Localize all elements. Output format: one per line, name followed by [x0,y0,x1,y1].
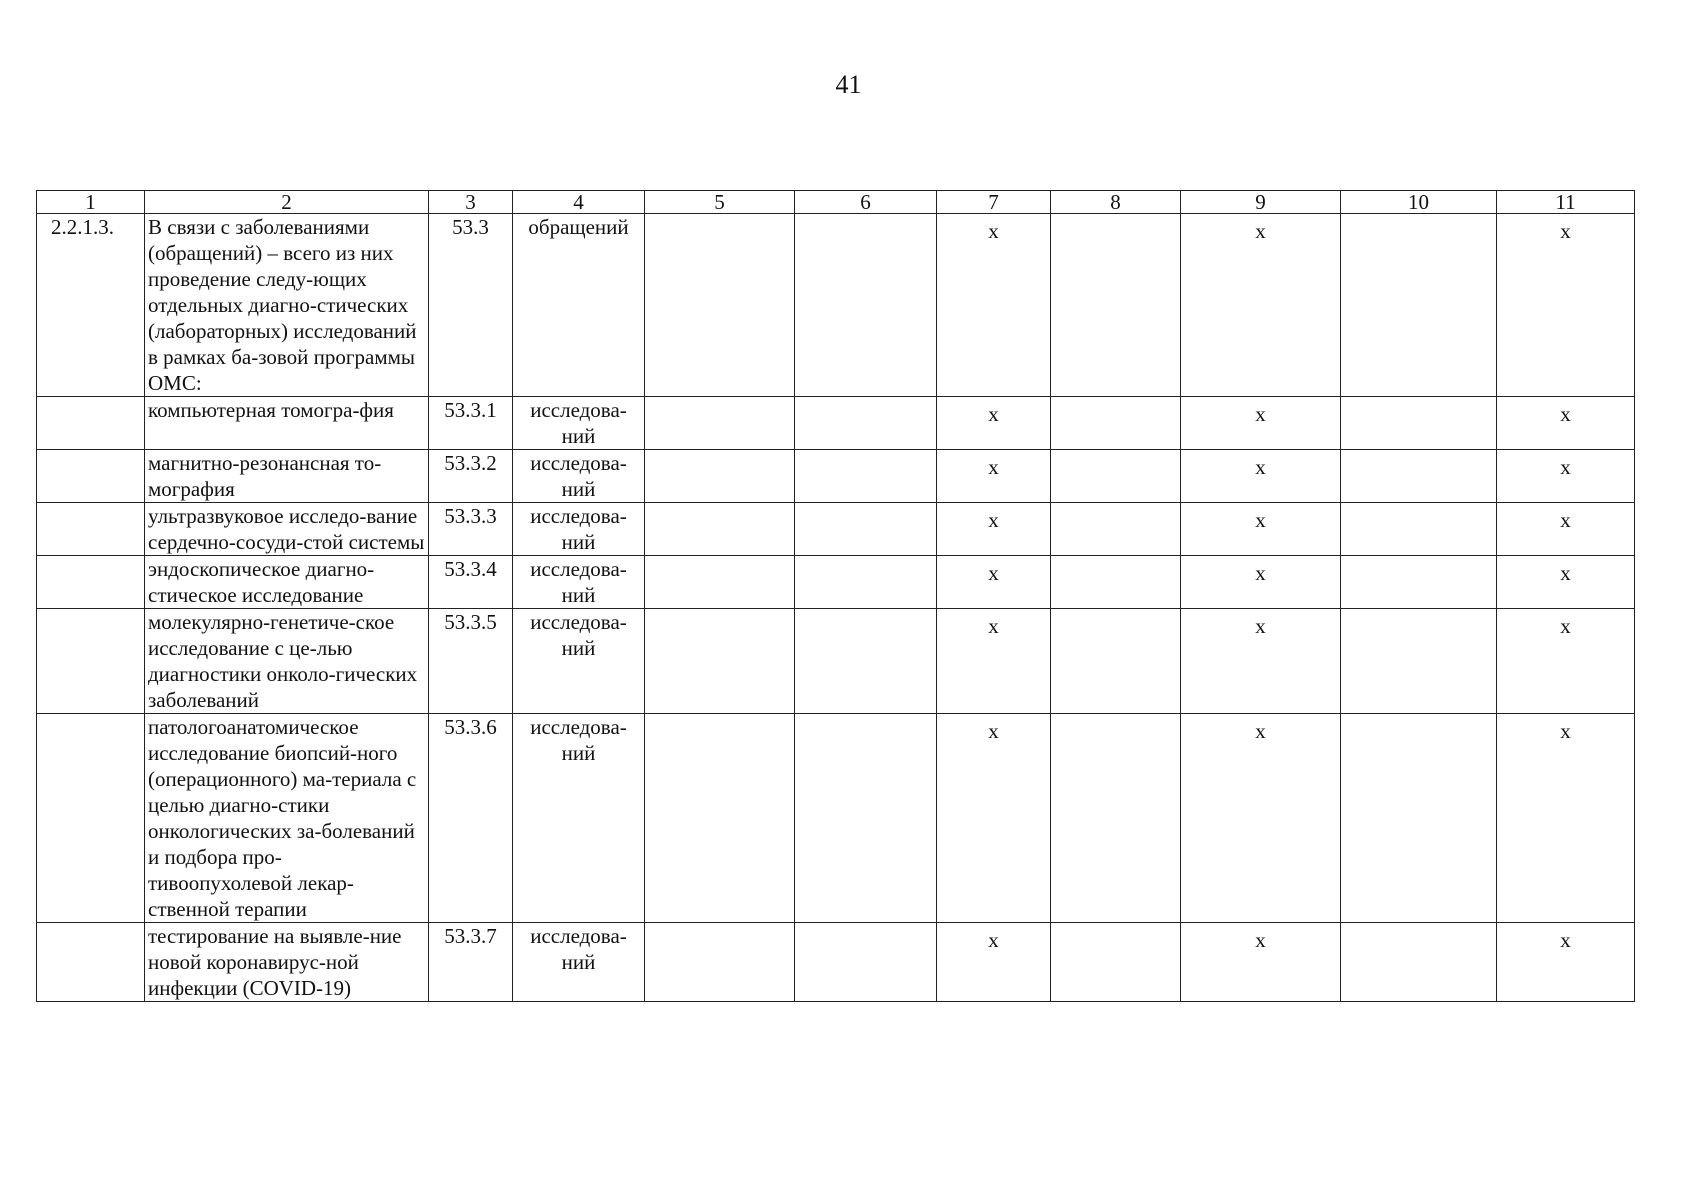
column-header: 1 [37,191,145,214]
row-name: В связи с заболеваниями (обращений) – всего из них проведение следу-ющих отдельных диагно-стических (лабораторных) исследований в рамках ба-зовой программы ОМС: [145,214,429,397]
cell-col11: x [1497,450,1635,503]
column-header: 6 [795,191,937,214]
cell-col11: x [1497,397,1635,450]
cell-col11: x [1497,609,1635,714]
unit: исследова-ний [513,556,645,609]
row-name: магнитно-резонансная то-мография [145,450,429,503]
cell-col7: x [937,214,1051,397]
cell-col11: x [1497,714,1635,923]
cell-col7: x [937,923,1051,1002]
cell-col8 [1051,397,1181,450]
page-number: 41 [835,70,862,99]
cell-col8 [1051,556,1181,609]
unit: исследова-ний [513,923,645,1002]
unit: исследова-ний [513,450,645,503]
cell-col5 [645,503,795,556]
row-name: патологоанатомическое исследование биопсий-ного (операционного) ма-териала с целью диагно-стики онкологических за-болеваний и подбора про-тивоопухолевой лекар-ственной терапии [145,714,429,923]
cell-col6 [795,450,937,503]
cell-col5 [645,450,795,503]
cell-col8 [1051,450,1181,503]
cell-col8 [1051,609,1181,714]
line-number: 53.3.5 [429,609,513,714]
cell-col9: x [1181,923,1341,1002]
unit: обращений [513,214,645,397]
unit: исследова-ний [513,714,645,923]
cell-col10 [1341,714,1497,923]
column-header: 5 [645,191,795,214]
cell-col11: x [1497,214,1635,397]
line-number: 53.3 [429,214,513,397]
table-row [37,450,1635,503]
line-number: 53.3.3 [429,503,513,556]
cell-col11: x [1497,923,1635,1002]
column-header: 3 [429,191,513,214]
table-row [37,923,1635,1002]
cell-col6 [795,214,937,397]
header-row [37,191,1635,214]
section-number [37,923,145,1002]
cell-col7: x [937,397,1051,450]
line-number: 53.3.6 [429,714,513,923]
cell-col9: x [1181,714,1341,923]
column-header: 11 [1497,191,1635,214]
cell-col6 [795,609,937,714]
cell-col8 [1051,214,1181,397]
table-row [37,714,1635,923]
cell-col7: x [937,714,1051,923]
column-header: 7 [937,191,1051,214]
section-number [37,556,145,609]
row-name: ультразвуковое исследо-вание сердечно-сосуди-стой системы [145,503,429,556]
column-header: 4 [513,191,645,214]
cell-col6 [795,556,937,609]
cell-col7: x [937,450,1051,503]
table-row [37,609,1635,714]
unit: исследова-ний [513,503,645,556]
row-name: эндоскопическое диагно-стическое исследование [145,556,429,609]
cell-col6 [795,397,937,450]
cell-col5 [645,556,795,609]
cell-col7: x [937,503,1051,556]
section-number [37,503,145,556]
table-row [37,556,1635,609]
unit: исследова-ний [513,397,645,450]
cell-col9: x [1181,556,1341,609]
table-row [37,214,1635,397]
cell-col6 [795,503,937,556]
report-table [36,190,1635,1002]
unit: исследова-ний [513,609,645,714]
table-row [37,503,1635,556]
cell-col10 [1341,556,1497,609]
row-name: компьютерная томогра-фия [145,397,429,450]
cell-col8 [1051,714,1181,923]
column-header: 8 [1051,191,1181,214]
cell-col6 [795,714,937,923]
cell-col9: x [1181,397,1341,450]
cell-col7: x [937,609,1051,714]
cell-col5 [645,714,795,923]
section-number [37,450,145,503]
line-number: 53.3.1 [429,397,513,450]
cell-col10 [1341,397,1497,450]
section-number [37,714,145,923]
row-name: молекулярно-генетиче-ское исследование с це-лью диагностики онколо-гических заболеваний [145,609,429,714]
cell-col5 [645,214,795,397]
cell-col6 [795,923,937,1002]
table-row [37,397,1635,450]
cell-col5 [645,609,795,714]
line-number: 53.3.4 [429,556,513,609]
column-header: 2 [145,191,429,214]
cell-col8 [1051,503,1181,556]
cell-col9: x [1181,503,1341,556]
column-header: 9 [1181,191,1341,214]
section-number: 2.2.1.3. [37,214,145,397]
cell-col10 [1341,609,1497,714]
cell-col8 [1051,923,1181,1002]
cell-col7: x [937,556,1051,609]
cell-col9: x [1181,450,1341,503]
line-number: 53.3.7 [429,923,513,1002]
cell-col11: x [1497,556,1635,609]
cell-col11: x [1497,503,1635,556]
cell-col9: x [1181,214,1341,397]
section-number [37,609,145,714]
cell-col10 [1341,214,1497,397]
cell-col5 [645,397,795,450]
cell-col5 [645,923,795,1002]
cell-col10 [1341,923,1497,1002]
row-name: тестирование на выявле-ние новой коронавирус-ной инфекции (COVID-19) [145,923,429,1002]
line-number: 53.3.2 [429,450,513,503]
cell-col10 [1341,450,1497,503]
cell-col10 [1341,503,1497,556]
column-header: 10 [1341,191,1497,214]
cell-col9: x [1181,609,1341,714]
section-number [37,397,145,450]
